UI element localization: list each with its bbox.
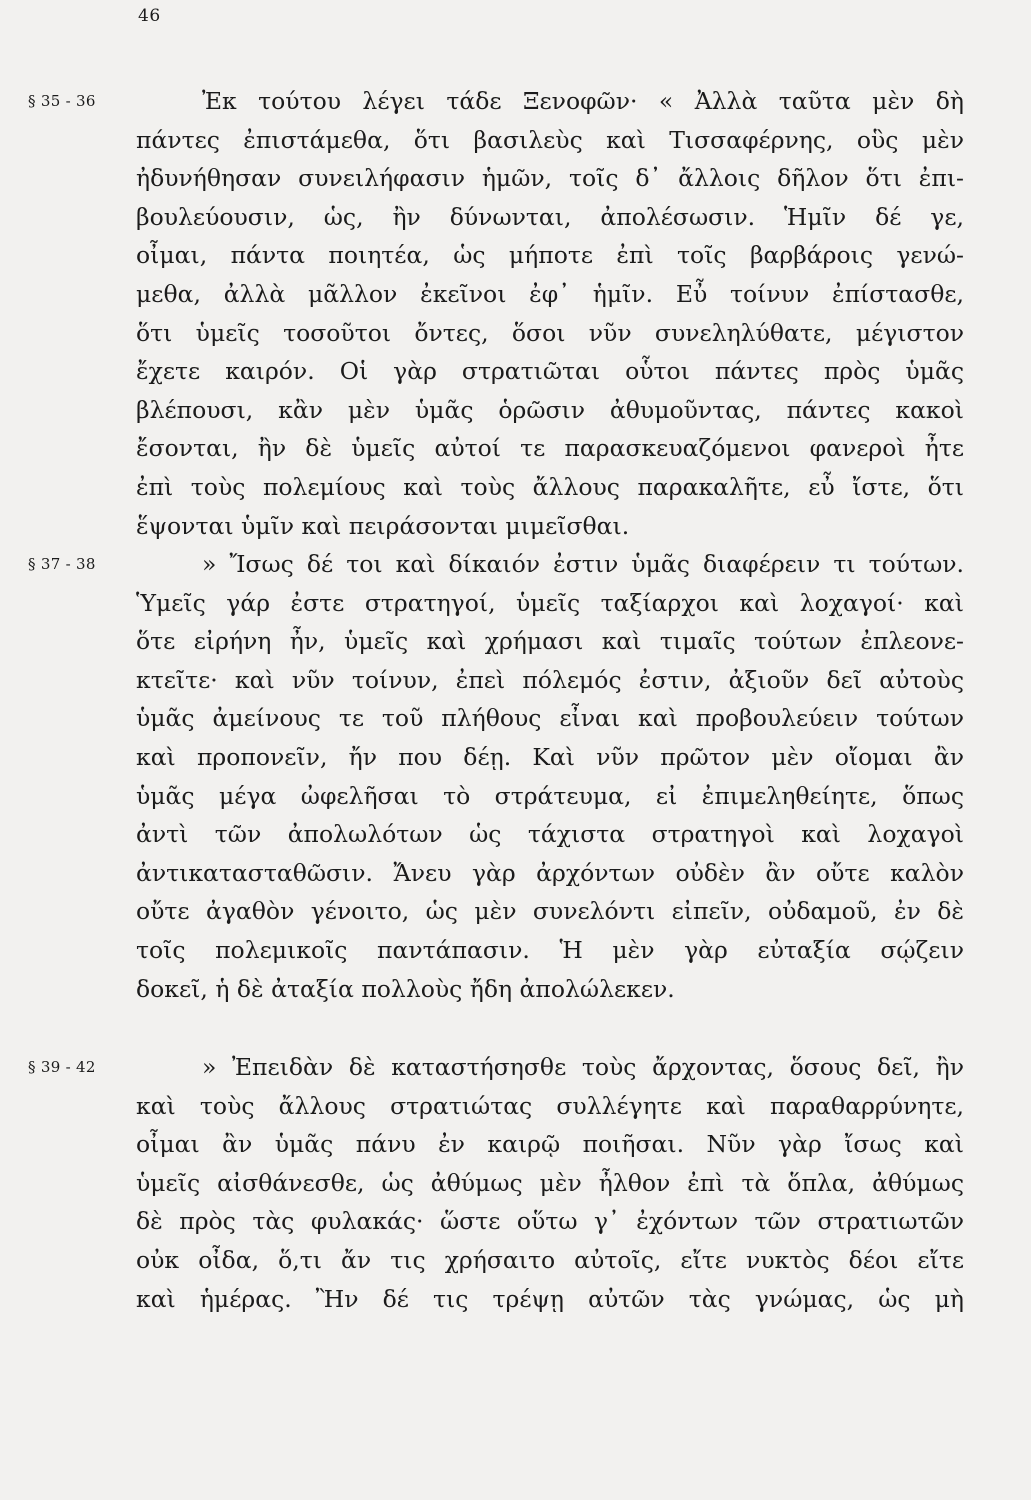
- text-line: οὔτε ἀγαθὸν γένοιτο, ὡς μὲν συνελόντι εἰπεῖν, οὐδαμοῦ, ἐν δὲ: [136, 897, 964, 926]
- text-line: ἠδυνήθησαν συνειλήφασιν ἡμῶν, τοῖς δ᾽ ἄλλοις δῆλον ὅτι ἐπι-: [136, 164, 964, 193]
- paragraph: [136, 82, 964, 545]
- paragraph: [136, 1048, 964, 1318]
- page-number: 46: [138, 6, 161, 26]
- text-line: μεθα, ἀλλὰ μᾶλλον ἐκεῖνοι ἐφ᾽ ἡμῖν. Εὖ τοίνυν ἐπίστασθε,: [136, 279, 964, 308]
- text-line: ἔχετε καιρόν. Οἱ γὰρ στρατιῶται οὗτοι πάντες πρὸς ὑμᾶς: [136, 357, 964, 386]
- text-line: ἐπὶ τοὺς πολεμίους καὶ τοὺς ἄλλους παρακαλῆτε, εὖ ἴστε, ὅτι: [136, 472, 964, 501]
- text-line: ὑμᾶς ἀμείνους τε τοῦ πλήθους εἶναι καὶ προβουλεύειν τούτων: [136, 704, 964, 733]
- text-line: οἶμαι, πάντα ποιητέα, ὡς μήποτε ἐπὶ τοῖς βαρβάροις γενώ-: [136, 241, 964, 270]
- text-line: ἔσονται, ἢν δὲ ὑμεῖς αὐτοί τε παρασκευαζόμενοι φανεροὶ ἦτε: [136, 434, 964, 463]
- text-line: δοκεῖ, ἡ δὲ ἀταξία πολλοὺς ἤδη ἀπολώλεκεν.: [136, 974, 675, 1003]
- text-line: βουλεύουσιν, ὡς, ἢν δύνωνται, ἀπολέσωσιν. Ἡμῖν δέ γε,: [136, 202, 964, 231]
- text-line: οἶμαι ἂν ὑμᾶς πάνυ ἐν καιρῷ ποιῆσαι. Νῦν γὰρ ἴσως καὶ: [136, 1130, 964, 1159]
- paragraph: [136, 545, 964, 1008]
- text-line: ὑμᾶς μέγα ὠφελῆσαι τὸ στράτευμα, εἰ ἐπιμεληθείητε, ὅπως: [136, 781, 964, 810]
- text-line: ἀντικατασταθῶσιν. Ἄνευ γὰρ ἀρχόντων οὐδὲν ἂν οὔτε καλὸν: [136, 858, 964, 887]
- text-line: καὶ τοὺς ἄλλους στρατιώτας συλλέγητε καὶ παραθαρρύνητε,: [136, 1091, 964, 1120]
- text-line: ἀντὶ τῶν ἀπολωλότων ὡς τάχιστα στρατηγοὶ καὶ λοχαγοὶ: [136, 820, 964, 849]
- text-line: καὶ ἡμέρας. Ἢν δέ τις τρέψῃ αὐτῶν τὰς γνώμας, ὡς μὴ: [136, 1284, 964, 1313]
- text-line: πάντες ἐπιστάμεθα, ὅτι βασιλεὺς καὶ Τισσαφέρνης, οὓς μὲν: [136, 125, 964, 154]
- text-line: οὐκ οἶδα, ὅ,τι ἄν τις χρήσαιτο αὐτοῖς, εἴτε νυκτὸς δέοι εἴτε: [136, 1245, 964, 1274]
- text-line: ὑμεῖς αἰσθάνεσθε, ὡς ἀθύμως μὲν ἦλθον ἐπὶ τὰ ὅπλα, ἀθύμως: [136, 1168, 964, 1197]
- text-line: τοῖς πολεμικοῖς παντάπασιν. Ἡ μὲν γὰρ εὐταξία σῴζειν: [136, 935, 964, 964]
- text-line: ἕψονται ὑμῖν καὶ πειράσονται μιμεῖσθαι.: [136, 511, 630, 540]
- text-line: » Ἴσως δέ τοι καὶ δίκαιόν ἐστιν ὑμᾶς διαφέρειν τι τούτων.: [202, 550, 964, 578]
- text-line: βλέπουσι, κἂν μὲν ὑμᾶς ὁρῶσιν ἀθυμοῦντας, πάντες κακοὶ: [136, 395, 964, 424]
- text-line: κτεῖτε· καὶ νῦν τοίνυν, ἐπεὶ πόλεμός ἐστιν, ἀξιοῦν δεῖ αὐτοὺς: [136, 665, 964, 694]
- text-line: ὅτι ὑμεῖς τοσοῦτοι ὄντες, ὅσοι νῦν συνεληλύθατε, μέγιστον: [136, 318, 964, 347]
- text-line: καὶ προπονεῖν, ἤν που δέῃ. Καὶ νῦν πρῶτον μὲν οἴομαι ἂν: [136, 742, 964, 771]
- text-line: » Ἐπειδὰν δὲ καταστήσησθε τοὺς ἄρχοντας, ὅσους δεῖ, ἢν: [202, 1053, 964, 1081]
- text-line: Ἐκ τούτου λέγει τάδε Ξενοφῶν· « Ἀλλὰ ταῦτα μὲν δὴ: [202, 87, 964, 115]
- section-marker: § 37 - 38: [28, 555, 96, 573]
- text-line: δὲ πρὸς τὰς φυλακάς· ὥστε οὕτω γ᾽ ἐχόντων τῶν στρατιωτῶν: [136, 1207, 964, 1236]
- section-marker: § 35 - 36: [28, 92, 96, 110]
- text-line: Ὑμεῖς γάρ ἐστε στρατηγοί, ὑμεῖς ταξίαρχοι καὶ λοχαγοί· καὶ: [136, 588, 964, 617]
- section-marker: § 39 - 42: [28, 1058, 96, 1076]
- text-line: ὅτε εἰρήνη ἦν, ὑμεῖς καὶ χρήμασι καὶ τιμαῖς τούτων ἐπλεονε-: [136, 627, 964, 656]
